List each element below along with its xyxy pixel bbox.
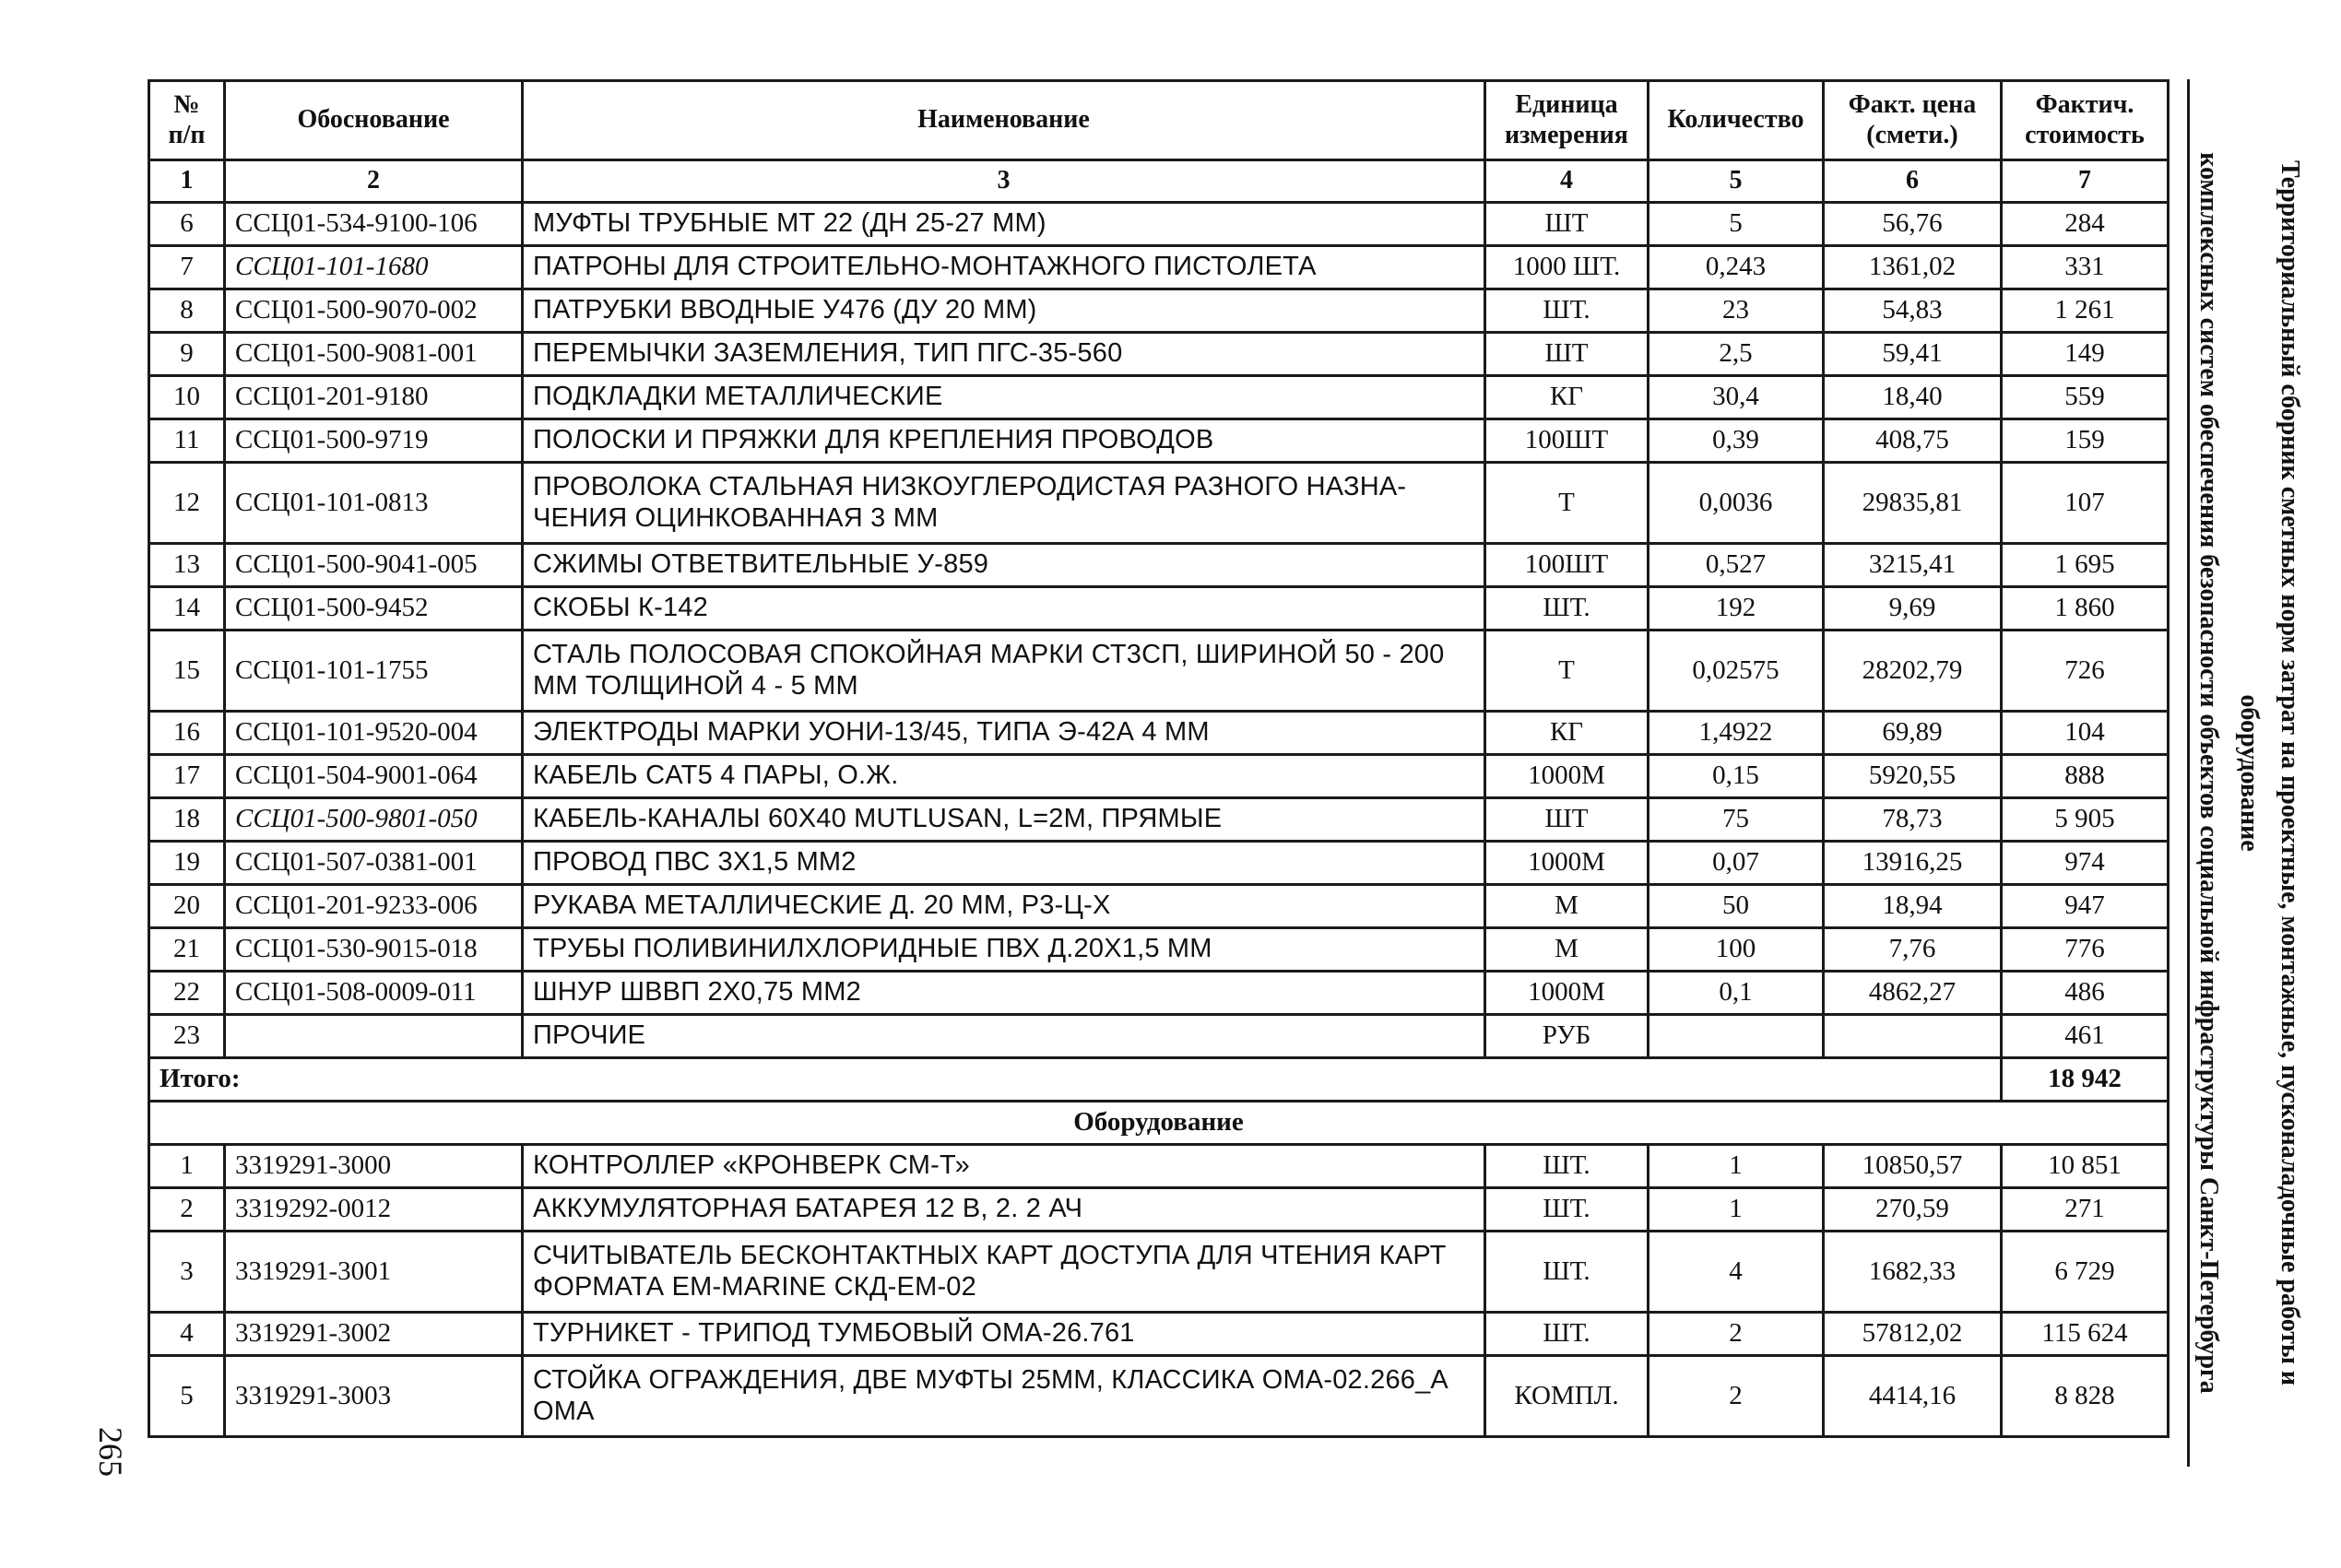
row-price: 28202,79 [1824, 631, 2002, 712]
row-number: 15 [149, 631, 225, 712]
row-name: ПАТРОНЫ ДЛЯ СТРОИТЕЛЬНО-МОНТАЖНОГО ПИСТОЛЕТА [523, 246, 1485, 289]
row-cost: 104 [2002, 712, 2169, 755]
row-name: ТРУБЫ ПОЛИВИНИЛХЛОРИДНЫЕ ПВХ Д.20Х1,5 ММ [523, 928, 1485, 972]
row-qty: 50 [1649, 885, 1824, 928]
row-unit: КОМПЛ. [1485, 1356, 1649, 1437]
row-name: МУФТЫ ТРУБНЫЕ МТ 22 (ДН 25-27 ММ) [523, 203, 1485, 246]
row-name: ПРОЧИЕ [523, 1015, 1485, 1058]
row-cost: 461 [2002, 1015, 2169, 1058]
row-basis: ССЦ01-201-9180 [225, 376, 523, 419]
row-unit: Т [1485, 631, 1649, 712]
row-unit: 1000М [1485, 972, 1649, 1015]
row-cost: 159 [2002, 419, 2169, 463]
table-row [149, 928, 2169, 972]
colnum-6: 6 [1824, 160, 2002, 203]
colnum-3: 3 [523, 160, 1485, 203]
estimate-table [148, 79, 2170, 1438]
row-unit: 1000 ШТ. [1485, 246, 1649, 289]
row-cost: 888 [2002, 755, 2169, 798]
row-basis: ССЦ01-500-9081-001 [225, 333, 523, 376]
table-row [149, 1188, 2169, 1232]
row-qty: 2,5 [1649, 333, 1824, 376]
row-number: 13 [149, 544, 225, 587]
row-cost: 559 [2002, 376, 2169, 419]
equipment-section-row [149, 1102, 2169, 1145]
row-name: ТУРНИКЕТ - ТРИПОД ТУМБОВЫЙ ОМА-26.761 [523, 1313, 1485, 1356]
header-row [149, 81, 2169, 160]
row-unit: М [1485, 928, 1649, 972]
row-basis: ССЦ01-504-9001-064 [225, 755, 523, 798]
materials-body [149, 203, 2169, 1058]
table-row [149, 972, 2169, 1015]
row-unit: М [1485, 885, 1649, 928]
row-number: 7 [149, 246, 225, 289]
table-row [149, 463, 2169, 544]
row-qty [1649, 1015, 1824, 1058]
row-unit: КГ [1485, 712, 1649, 755]
table-row [149, 333, 2169, 376]
row-number: 4 [149, 1313, 225, 1356]
row-unit: Т [1485, 463, 1649, 544]
row-qty: 0,1 [1649, 972, 1824, 1015]
row-qty: 4 [1649, 1232, 1824, 1313]
header-qty: Количество [1649, 81, 1824, 160]
header-num: № п/п [149, 81, 225, 160]
row-number: 6 [149, 203, 225, 246]
row-qty: 0,02575 [1649, 631, 1824, 712]
table-row [149, 755, 2169, 798]
row-number: 11 [149, 419, 225, 463]
row-basis: 3319291-3000 [225, 1145, 523, 1188]
row-name: ПАТРУБКИ ВВОДНЫЕ У476 (ДУ 20 ММ) [523, 289, 1485, 333]
running-header-line-2: комплексных систем обеспечения безопасности объектов социальной инфраструктуры Санкт-Петербурга [2194, 152, 2223, 1394]
table-row [149, 544, 2169, 587]
row-number: 2 [149, 1188, 225, 1232]
running-header-text [2194, 79, 2310, 1467]
row-basis: ССЦ01-508-0009-011 [225, 972, 523, 1015]
row-cost: 974 [2002, 842, 2169, 885]
row-qty: 5 [1649, 203, 1824, 246]
row-name: ПРОВОЛОКА СТАЛЬНАЯ НИЗКОУГЛЕРОДИСТАЯ РАЗНОГО НАЗНА-ЧЕНИЯ ОЦИНКОВАННАЯ 3 ММ [523, 463, 1485, 544]
table-row [149, 885, 2169, 928]
row-price: 56,76 [1824, 203, 2002, 246]
row-name: КАБЕЛЬ CAT5 4 ПАРЫ, О.Ж. [523, 755, 1485, 798]
colnum-4: 4 [1485, 160, 1649, 203]
row-number: 1 [149, 1145, 225, 1188]
row-price: 4862,27 [1824, 972, 2002, 1015]
column-numbers-row [149, 160, 2169, 203]
row-basis: ССЦ01-101-0813 [225, 463, 523, 544]
row-basis: 3319291-3003 [225, 1356, 523, 1437]
row-unit: ШТ. [1485, 1313, 1649, 1356]
row-basis: ССЦ01-101-9520-004 [225, 712, 523, 755]
row-basis: ССЦ01-530-9015-018 [225, 928, 523, 972]
row-qty: 0,0036 [1649, 463, 1824, 544]
header-price: Факт. цена (смети.) [1824, 81, 2002, 160]
header-basis: Обоснование [225, 81, 523, 160]
table-row [149, 712, 2169, 755]
row-qty: 2 [1649, 1313, 1824, 1356]
row-cost: 776 [2002, 928, 2169, 972]
row-cost: 1 860 [2002, 587, 2169, 631]
table-row [149, 376, 2169, 419]
row-unit: 1000М [1485, 755, 1649, 798]
page-number [83, 1410, 138, 1493]
row-name: КАБЕЛЬ-КАНАЛЫ 60Х40 MUTLUSAN, L=2М, ПРЯМЫЕ [523, 798, 1485, 842]
running-header [2194, 79, 2310, 1467]
row-number: 20 [149, 885, 225, 928]
row-qty: 2 [1649, 1356, 1824, 1437]
table-row [149, 1232, 2169, 1313]
row-qty: 75 [1649, 798, 1824, 842]
row-cost: 8 828 [2002, 1356, 2169, 1437]
row-qty: 100 [1649, 928, 1824, 972]
row-basis: ССЦ01-500-9070-002 [225, 289, 523, 333]
row-number: 22 [149, 972, 225, 1015]
row-qty: 0,07 [1649, 842, 1824, 885]
row-cost: 5 905 [2002, 798, 2169, 842]
row-price: 5920,55 [1824, 755, 2002, 798]
running-header-line-1: Территориальный сборник сметных норм затрат на проектные, монтажные, пусконаладочные работы и оборудование [2235, 160, 2304, 1385]
row-price: 9,69 [1824, 587, 2002, 631]
row-basis: ССЦ01-500-9452 [225, 587, 523, 631]
row-number: 21 [149, 928, 225, 972]
table-row [149, 246, 2169, 289]
table-row [149, 1313, 2169, 1356]
row-basis: ССЦ01-507-0381-001 [225, 842, 523, 885]
row-price: 69,89 [1824, 712, 2002, 755]
row-cost: 10 851 [2002, 1145, 2169, 1188]
row-cost: 271 [2002, 1188, 2169, 1232]
row-cost: 6 729 [2002, 1232, 2169, 1313]
row-number: 17 [149, 755, 225, 798]
row-unit: ШТ. [1485, 289, 1649, 333]
row-price: 270,59 [1824, 1188, 2002, 1232]
row-basis: ССЦ01-500-9719 [225, 419, 523, 463]
row-qty: 192 [1649, 587, 1824, 631]
row-price: 57812,02 [1824, 1313, 2002, 1356]
row-name: КОНТРОЛЛЕР «КРОНВЕРК СМ-Т» [523, 1145, 1485, 1188]
row-number: 16 [149, 712, 225, 755]
row-cost: 149 [2002, 333, 2169, 376]
row-number: 10 [149, 376, 225, 419]
row-name: СЧИТЫВАТЕЛЬ БЕСКОНТАКТНЫХ КАРТ ДОСТУПА ДЛЯ ЧТЕНИЯ КАРТ ФОРМАТА EM-MARINE СКД-ЕМ-02 [523, 1232, 1485, 1313]
subtotal-row [149, 1058, 2169, 1102]
row-number: 3 [149, 1232, 225, 1313]
row-price: 59,41 [1824, 333, 2002, 376]
row-cost: 726 [2002, 631, 2169, 712]
row-unit: ШТ. [1485, 1232, 1649, 1313]
row-name: ШНУР ШВВП 2Х0,75 ММ2 [523, 972, 1485, 1015]
row-cost: 947 [2002, 885, 2169, 928]
row-basis [225, 1015, 523, 1058]
row-price: 4414,16 [1824, 1356, 2002, 1437]
header-unit: Единица измерения [1485, 81, 1649, 160]
row-unit: КГ [1485, 376, 1649, 419]
row-unit: ШТ. [1485, 1188, 1649, 1232]
row-name: АККУМУЛЯТОРНАЯ БАТАРЕЯ 12 В, 2. 2 АЧ [523, 1188, 1485, 1232]
row-price: 1682,33 [1824, 1232, 2002, 1313]
row-basis: 3319291-3002 [225, 1313, 523, 1356]
header-cost: Фактич. стоимость [2002, 81, 2169, 160]
table-row [149, 842, 2169, 885]
row-price: 29835,81 [1824, 463, 2002, 544]
row-price: 13916,25 [1824, 842, 2002, 885]
row-cost: 107 [2002, 463, 2169, 544]
row-unit: ШТ [1485, 333, 1649, 376]
row-qty: 0,15 [1649, 755, 1824, 798]
equipment-section-title: Оборудование [149, 1102, 2169, 1145]
row-basis: ССЦ01-500-9801-050 [225, 798, 523, 842]
row-price: 1361,02 [1824, 246, 2002, 289]
row-name: РУКАВА МЕТАЛЛИЧЕСКИЕ Д. 20 ММ, Р3-Ц-Х [523, 885, 1485, 928]
row-price [1824, 1015, 2002, 1058]
row-unit: ШТ [1485, 798, 1649, 842]
row-qty: 30,4 [1649, 376, 1824, 419]
row-unit: ШТ. [1485, 587, 1649, 631]
row-number: 9 [149, 333, 225, 376]
row-qty: 1,4922 [1649, 712, 1824, 755]
row-unit: 1000М [1485, 842, 1649, 885]
table-row [149, 419, 2169, 463]
row-name: ПРОВОД ПВС 3Х1,5 ММ2 [523, 842, 1485, 885]
row-price: 18,94 [1824, 885, 2002, 928]
table-row [149, 1356, 2169, 1437]
row-qty: 1 [1649, 1188, 1824, 1232]
row-cost: 1 261 [2002, 289, 2169, 333]
row-price: 78,73 [1824, 798, 2002, 842]
row-cost: 486 [2002, 972, 2169, 1015]
equipment-body [149, 1145, 2169, 1437]
row-qty: 23 [1649, 289, 1824, 333]
row-basis: 3319292-0012 [225, 1188, 523, 1232]
table-row [149, 587, 2169, 631]
subtotal-label: Итого: [149, 1058, 2002, 1102]
colnum-2: 2 [225, 160, 523, 203]
row-unit: РУБ [1485, 1015, 1649, 1058]
row-basis: ССЦ01-500-9041-005 [225, 544, 523, 587]
table-row [149, 203, 2169, 246]
row-price: 3215,41 [1824, 544, 2002, 587]
table-row [149, 1145, 2169, 1188]
row-unit: ШТ. [1485, 1145, 1649, 1188]
row-cost: 115 624 [2002, 1313, 2169, 1356]
table-row [149, 1015, 2169, 1058]
table-row [149, 289, 2169, 333]
row-qty: 0,243 [1649, 246, 1824, 289]
table-row [149, 798, 2169, 842]
row-name: СЖИМЫ ОТВЕТВИТЕЛЬНЫЕ У-859 [523, 544, 1485, 587]
row-qty: 0,527 [1649, 544, 1824, 587]
row-qty: 0,39 [1649, 419, 1824, 463]
row-number: 19 [149, 842, 225, 885]
header-name: Наименование [523, 81, 1485, 160]
row-unit: ШТ [1485, 203, 1649, 246]
row-unit: 100ШТ [1485, 544, 1649, 587]
row-name: СТАЛЬ ПОЛОСОВАЯ СПОКОЙНАЯ МАРКИ СТ3СП, ШИРИНОЙ 50 - 200 ММ ТОЛЩИНОЙ 4 - 5 ММ [523, 631, 1485, 712]
row-price: 7,76 [1824, 928, 2002, 972]
row-name: ПОЛОСКИ И ПРЯЖКИ ДЛЯ КРЕПЛЕНИЯ ПРОВОДОВ [523, 419, 1485, 463]
row-cost: 331 [2002, 246, 2169, 289]
row-basis: ССЦ01-101-1755 [225, 631, 523, 712]
row-name: ЭЛЕКТРОДЫ МАРКИ УОНИ-13/45, ТИПА Э-42А 4 ММ [523, 712, 1485, 755]
row-number: 8 [149, 289, 225, 333]
row-number: 5 [149, 1356, 225, 1437]
row-cost: 284 [2002, 203, 2169, 246]
row-cost: 1 695 [2002, 544, 2169, 587]
row-basis: 3319291-3001 [225, 1232, 523, 1313]
row-name: СТОЙКА ОГРАЖДЕНИЯ, ДВЕ МУФТЫ 25ММ, КЛАССИКА ОМА-02.266_А ОМА [523, 1356, 1485, 1437]
row-number: 12 [149, 463, 225, 544]
row-number: 23 [149, 1015, 225, 1058]
row-number: 18 [149, 798, 225, 842]
colnum-5: 5 [1649, 160, 1824, 203]
row-basis: ССЦ01-534-9100-106 [225, 203, 523, 246]
row-basis: ССЦ01-201-9233-006 [225, 885, 523, 928]
row-name: ПЕРЕМЫЧКИ ЗАЗЕМЛЕНИЯ, ТИП ПГС-35-560 [523, 333, 1485, 376]
page-number-text: 265 [92, 1427, 129, 1477]
summary-body [149, 1058, 2169, 1145]
row-unit: 100ШТ [1485, 419, 1649, 463]
row-basis: ССЦ01-101-1680 [225, 246, 523, 289]
row-price: 54,83 [1824, 289, 2002, 333]
row-qty: 1 [1649, 1145, 1824, 1188]
row-price: 10850,57 [1824, 1145, 2002, 1188]
table-row [149, 631, 2169, 712]
row-name: СКОБЫ К-142 [523, 587, 1485, 631]
row-price: 408,75 [1824, 419, 2002, 463]
colnum-1: 1 [149, 160, 225, 203]
row-price: 18,40 [1824, 376, 2002, 419]
row-name: ПОДКЛАДКИ МЕТАЛЛИЧЕСКИЕ [523, 376, 1485, 419]
subtotal-value: 18 942 [2002, 1058, 2169, 1102]
row-number: 14 [149, 587, 225, 631]
colnum-7: 7 [2002, 160, 2169, 203]
